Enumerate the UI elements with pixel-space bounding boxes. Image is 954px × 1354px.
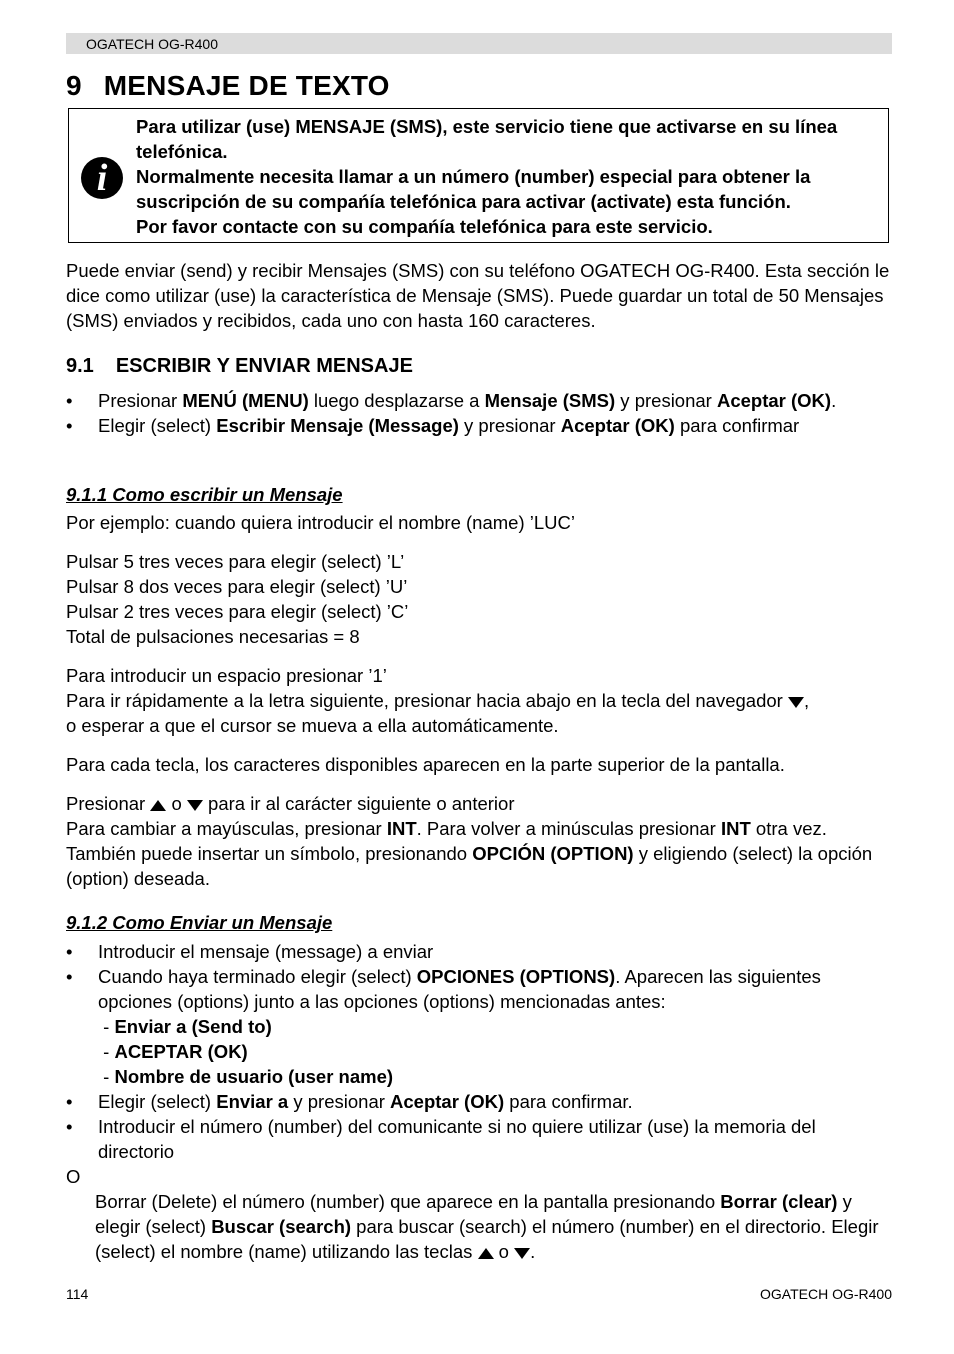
list-item (66, 413, 896, 438)
key-label: Aceptar (OK) (390, 1091, 505, 1112)
info-icon: i (81, 157, 123, 199)
text: . (530, 1241, 536, 1262)
total-text: Total de pulsaciones necesarias = 8 (66, 626, 360, 647)
text: y presionar (458, 415, 561, 436)
text: y presionar (288, 1091, 391, 1112)
press-line (66, 791, 896, 816)
nav-line (66, 688, 896, 713)
section-number: 9 (66, 70, 82, 101)
bullet: • (66, 941, 73, 962)
key-label: OPCIÓN (OPTION) (472, 843, 634, 864)
list-item (66, 939, 896, 964)
example-paragraph (66, 510, 896, 535)
option-item (66, 1064, 896, 1089)
text: Para ir rápidamente a la letra siguiente, presionar hacia abajo en la tecla del navegador (66, 690, 788, 711)
text: o (166, 793, 187, 814)
alternative-paragraph (95, 1189, 895, 1264)
text: Elegir (select) (98, 1091, 217, 1112)
subsection-bullets (66, 388, 896, 438)
header-title: OGATECH OG-R400 (86, 36, 218, 52)
subsection-number: 9.1 (66, 355, 94, 377)
option-item (66, 1039, 896, 1064)
arrow-down-icon (514, 1248, 530, 1259)
key-label: Enviar a (216, 1091, 289, 1112)
text: o (493, 1241, 515, 1262)
chars-paragraph (66, 752, 896, 777)
intro-text: Puede enviar (send) y recibir Mensajes (SMS) con su teléfono OGATECH OG-R400. Esta sección le dice como utilizar (use) la característica de Mensaje (SMS). Puede guardar un total de 50 Mensajes (SMS) enviados y recibidos, cada uno con hasta 160 caracteres. (66, 260, 890, 331)
case-paragraph (66, 791, 896, 891)
text: y elegir (select) (95, 1191, 852, 1237)
send-steps (66, 939, 896, 1189)
info-note-box (68, 108, 889, 243)
text: También puede insertar un símbolo, presionando (66, 843, 473, 864)
text: y eligiendo (select) la opción (option) deseada. (66, 843, 873, 889)
step-text: Pulsar 2 tres veces para elegir (select) ’C’ (66, 601, 409, 622)
section-title (66, 70, 390, 102)
sub-subsection-title: 9.1.2 Como Enviar un Mensaje (66, 912, 333, 933)
text: luego desplazarse a (308, 390, 485, 411)
text: , (803, 690, 810, 711)
section-title-text: MENSAJE DE TEXTO (103, 70, 390, 101)
option-item (66, 1014, 896, 1039)
text: Elegir (select) (98, 415, 217, 436)
key-label: Aceptar (OK) (560, 415, 675, 436)
arrow-up-icon (150, 800, 166, 811)
symbol-line (66, 841, 896, 891)
step-text: Pulsar 8 dos veces para elegir (select) ’U’ (66, 576, 408, 597)
intro-paragraph (66, 258, 896, 333)
bullet: • (66, 415, 73, 436)
sub-subsection-title: 9.1.1 Como escribir un Mensaje (66, 484, 343, 505)
list-item (66, 1114, 896, 1164)
text: para ir al carácter siguiente o anterior (202, 793, 515, 814)
key-label: INT (720, 818, 751, 839)
key-label: Mensaje (SMS) (484, 390, 616, 411)
key-label: Buscar (search) (211, 1216, 352, 1237)
text: Borrar (Delete) el número (number) que aparece en la pantalla presionando (95, 1191, 721, 1212)
key-label: MENÚ (MENU) (182, 390, 309, 411)
chars-text: Para cada tecla, los caracteres disponibles aparecen en la parte superior de la pantalla. (66, 754, 785, 775)
arrow-up-icon (478, 1248, 494, 1259)
footer-title: OGATECH OG-R400 (760, 1286, 892, 1302)
arrow-down-icon (187, 800, 203, 811)
arrow-down-icon (788, 697, 804, 708)
space-text: Para introducir un espacio presionar ’1’ (66, 665, 387, 686)
text: Presionar (98, 390, 183, 411)
text: . (831, 390, 837, 411)
text: otra vez. (750, 818, 827, 839)
text: . Aparecen las siguientes opciones (options) junto a las opciones (options) mencionadas antes: (98, 966, 821, 1012)
note-line: Normalmente necesita llamar a un número (number) especial para obtener la suscripción de su compańía telefónica para activar (activate) esta función. (136, 166, 811, 212)
bullet: • (66, 1091, 73, 1112)
text: y presionar (615, 390, 717, 411)
note-line: Para utilizar (use) MENSAJE (SMS), este servicio tiene que activarse en su línea telefónica. (136, 116, 838, 162)
note-text (136, 114, 881, 239)
text: Cuando haya terminado elegir (select) (98, 966, 417, 987)
key-label: Borrar (clear) (720, 1191, 838, 1212)
caps-line (66, 816, 896, 841)
bullet: • (66, 966, 73, 987)
steps-paragraph (66, 549, 896, 649)
option-label: Enviar a (Send to) (114, 1016, 272, 1037)
option-label: Nombre de usuario (user name) (114, 1066, 394, 1087)
text: . Para volver a minúsculas presionar (416, 818, 721, 839)
text: para confirmar (674, 415, 800, 436)
page-number: 114 (66, 1286, 89, 1302)
list-item (66, 388, 896, 413)
text: Introducir el mensaje (message) a enviar (98, 941, 434, 962)
key-label: INT (386, 818, 417, 839)
dash: - (103, 1066, 115, 1087)
key-label: Aceptar (OK) (716, 390, 832, 411)
subsection-title-text: ESCRIBIR Y ENVIAR MENSAJE (115, 355, 413, 377)
bullet: • (66, 390, 73, 411)
list-item (66, 1089, 896, 1114)
text: Para cambiar a mayúsculas, presionar (66, 818, 387, 839)
text: para confirmar. (504, 1091, 633, 1112)
key-label: OPCIONES (OPTIONS) (416, 966, 616, 987)
text: Presionar (66, 793, 151, 814)
dash: - (103, 1041, 115, 1062)
bullet: • (66, 1116, 73, 1137)
or-text: O (66, 1166, 81, 1187)
alternative-text (95, 1189, 895, 1264)
navigation-paragraph (66, 663, 896, 738)
page-header (66, 33, 892, 54)
text: para buscar (search) el número (number) en el directorio. Elegir (select) el nombre (name) utilizando las teclas (95, 1216, 879, 1262)
list-item (66, 964, 896, 1014)
nav-text: o esperar a que el cursor se mueva a ella automáticamente. (66, 715, 559, 736)
step-text: Pulsar 5 tres veces para elegir (select) ’L’ (66, 551, 405, 572)
note-line: Por favor contacte con su compańía telefónica para este servicio. (136, 216, 713, 237)
example-text: Por ejemplo: cuando quiera introducir el nombre (name) ’LUC’ (66, 512, 575, 533)
key-label: Escribir Mensaje (Message) (216, 415, 459, 436)
option-label: ACEPTAR (OK) (114, 1041, 248, 1062)
text: Introducir el número (number) del comunicante si no quiere utilizar (use) la memoria del directorio (98, 1116, 816, 1162)
subsection-title (66, 355, 413, 378)
dash: - (103, 1016, 115, 1037)
